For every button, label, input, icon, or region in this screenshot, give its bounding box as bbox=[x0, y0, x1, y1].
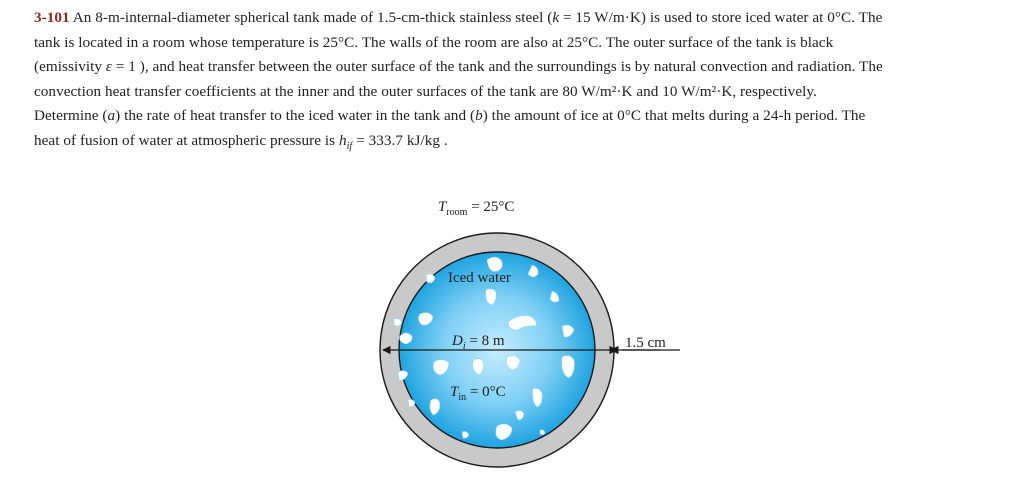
room-temperature-label: $T_{room} = 25^\circ C$ bbox=[438, 199, 515, 218]
inner-temperature-label: $T_{in} = 0^\circ C$ bbox=[450, 384, 506, 403]
thickness-label: 1.5 cm bbox=[625, 335, 666, 351]
problem-line-4: convection heat transfer coefficients at the inner and the outer surfaces of the tank are 80 W/m²·K and 10 W/m²·K, respectively. bbox=[34, 82, 817, 100]
contents-label: Iced water bbox=[448, 270, 511, 286]
diameter-label: $D_i = 8$ m bbox=[452, 333, 505, 352]
problem-text-1: An 8-m-internal-diameter spherical tank made of 1.5-cm-thick stainless steel (k = 15 W/m·K) is used to store iced water at 0°C. The bbox=[69, 9, 883, 26]
problem-line-5: Determine (a) the rate of heat transfer to the iced water in the tank and (b) the amount of ice at 0°C that melts during a 24-h period. The bbox=[34, 107, 866, 125]
problem-line-2: tank is located in a room whose temperature is 25°C. The walls of the room are also at 25°C. The outer surface of the tank is black bbox=[34, 33, 834, 51]
problem-line-6: heat of fusion of water at atmospheric pressure is $h_{if} = 333.7$ kJ/kg . bbox=[34, 131, 448, 152]
problem-line-3: (emissivity ε = 1 ), and heat transfer between the outer surface of the tank and the surroundings is by natural convection and radiation. The bbox=[34, 58, 883, 76]
problem-number: 3-101 bbox=[34, 9, 70, 26]
